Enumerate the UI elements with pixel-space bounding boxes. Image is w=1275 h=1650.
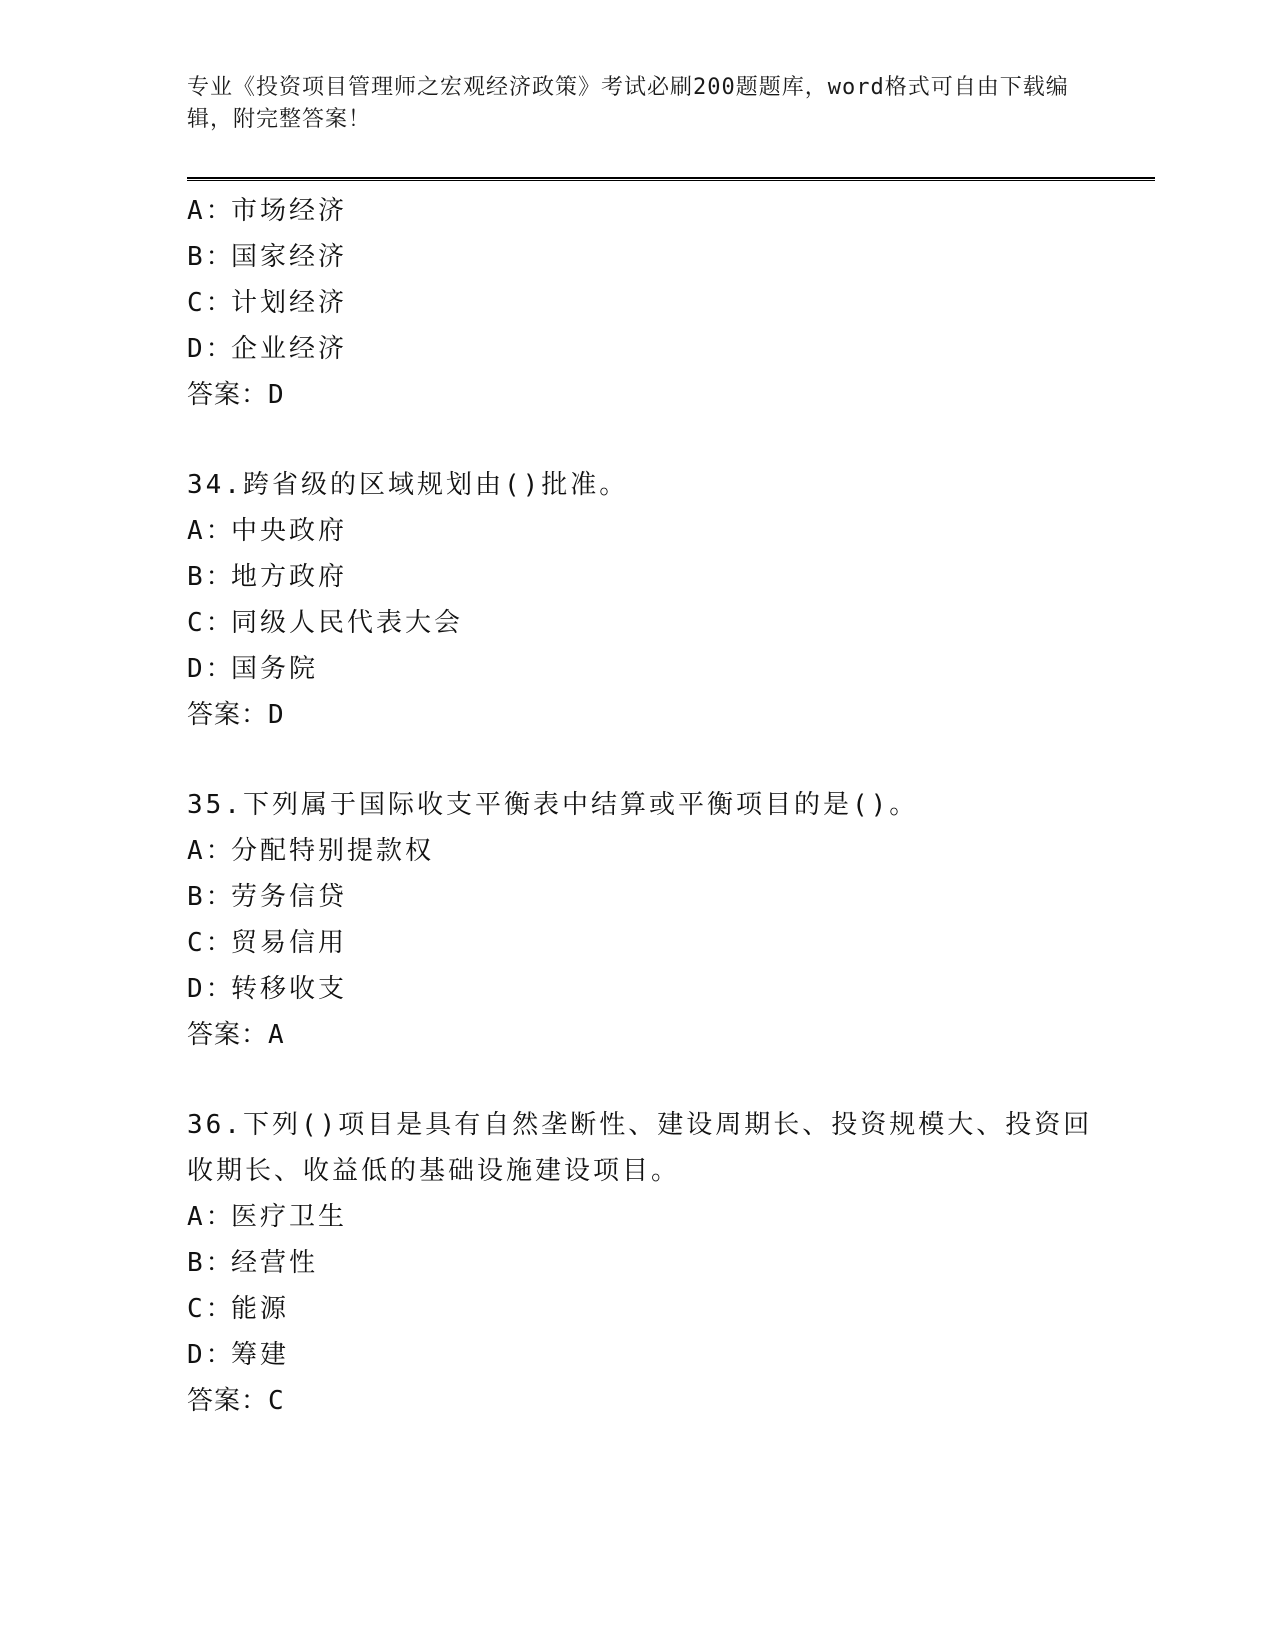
header-divider <box>187 177 1155 181</box>
option-a <box>187 508 1087 554</box>
option-c <box>187 1286 1087 1332</box>
option-a <box>187 188 1087 234</box>
option-label: A： <box>187 196 235 226</box>
option-d <box>187 326 1087 372</box>
option-text: 中央政府 <box>231 516 348 546</box>
answer-line <box>187 1012 1087 1058</box>
option-text: 经营性 <box>231 1248 319 1278</box>
option-label: B： <box>187 1248 235 1278</box>
option-b <box>187 1240 1087 1286</box>
question-stem: 34.跨省级的区域规划由()批准。 <box>187 470 629 500</box>
answer-value: D <box>268 380 285 410</box>
question-33 <box>187 188 1087 418</box>
answer-line <box>187 372 1087 418</box>
answer-prefix: 答案： <box>187 1020 269 1050</box>
question-36 <box>187 1102 1093 1424</box>
option-c <box>187 920 1087 966</box>
answer-prefix: 答案： <box>187 1386 269 1416</box>
question-stem-line-1: 36.下列()项目是具有自然垄断性、建设周期长、投资规模大、投资回 <box>187 1110 1093 1140</box>
answer-value: A <box>268 1020 285 1050</box>
option-label: A： <box>187 516 235 546</box>
option-text: 市场经济 <box>231 196 348 226</box>
option-a <box>187 1194 1087 1240</box>
option-text: 贸易信用 <box>231 928 348 958</box>
option-label: C： <box>187 928 235 958</box>
option-b <box>187 554 1087 600</box>
option-a <box>187 828 1087 874</box>
question-list <box>187 188 1093 1424</box>
option-d <box>187 1332 1087 1378</box>
option-d <box>187 966 1087 1012</box>
option-text: 企业经济 <box>231 334 348 364</box>
spacer <box>187 1058 1087 1102</box>
option-label: D： <box>187 654 235 684</box>
answer-line <box>187 692 1087 738</box>
question-stem-line-2: 收期长、收益低的基础设施建设项目。 <box>187 1156 681 1186</box>
option-text: 能源 <box>231 1294 290 1324</box>
option-text: 同级人民代表大会 <box>231 608 464 638</box>
option-b <box>187 874 1087 920</box>
option-label: A： <box>187 1202 235 1232</box>
option-c <box>187 280 1087 326</box>
option-text: 转移收支 <box>231 974 348 1004</box>
answer-value: D <box>268 700 285 730</box>
option-label: B： <box>187 562 235 592</box>
answer-prefix: 答案： <box>187 380 269 410</box>
option-label: B： <box>187 242 235 272</box>
option-text: 国务院 <box>231 654 319 684</box>
option-label: D： <box>187 334 235 364</box>
option-label: C： <box>187 288 235 318</box>
option-text: 筹建 <box>231 1340 290 1370</box>
option-b <box>187 234 1087 280</box>
question-34 <box>187 462 1087 738</box>
spacer <box>187 418 1087 462</box>
answer-prefix: 答案： <box>187 700 269 730</box>
option-text: 医疗卫生 <box>231 1202 348 1232</box>
option-d <box>187 646 1087 692</box>
option-text: 国家经济 <box>231 242 348 272</box>
answer-value: C <box>268 1386 285 1416</box>
option-label: A： <box>187 836 235 866</box>
spacer <box>187 738 1087 782</box>
question-stem: 35.下列属于国际收支平衡表中结算或平衡项目的是()。 <box>187 790 919 820</box>
option-label: D： <box>187 974 235 1004</box>
option-text: 地方政府 <box>231 562 348 592</box>
option-text: 分配特别提款权 <box>231 836 435 866</box>
option-label: C： <box>187 1294 235 1324</box>
option-label: D： <box>187 1340 235 1370</box>
option-text: 劳务信贷 <box>231 882 348 912</box>
option-label: C： <box>187 608 235 638</box>
document-header: 专业《投资项目管理师之宏观经济政策》考试必刷200题题库，word格式可自由下载编辑，附完整答案！ <box>187 75 1069 132</box>
question-35 <box>187 782 1087 1058</box>
option-c <box>187 600 1087 646</box>
option-text: 计划经济 <box>231 288 348 318</box>
answer-line <box>187 1378 1087 1424</box>
option-label: B： <box>187 882 235 912</box>
